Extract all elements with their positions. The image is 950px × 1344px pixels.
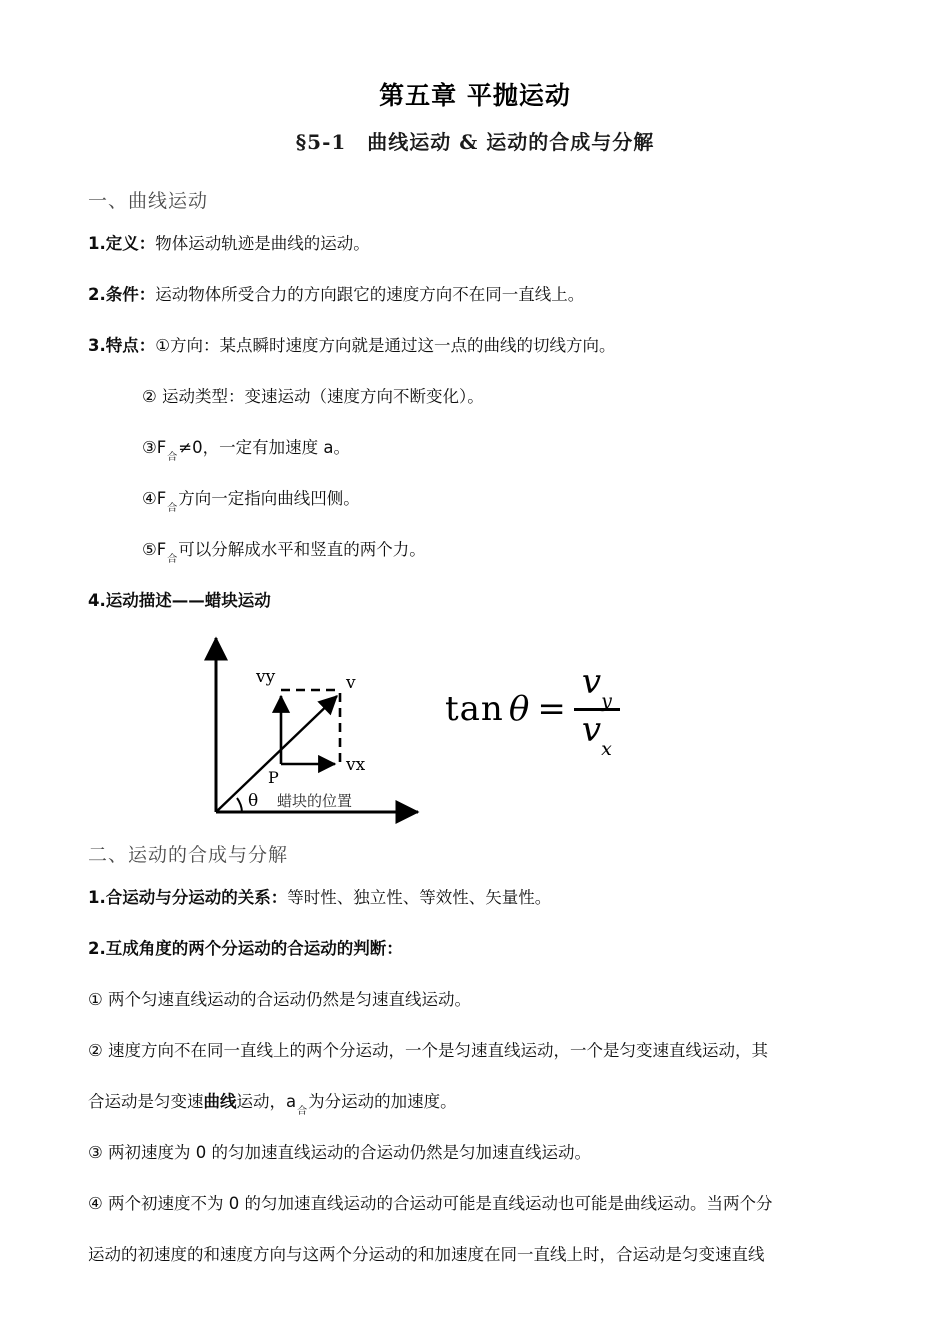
formula-denominator: $v_x$ [581, 709, 612, 760]
tangent-formula [445, 662, 620, 760]
subitem-prefix: ⑤F [142, 540, 167, 559]
paragraph-separator: ： [270, 888, 288, 907]
section-heading-1: 一、曲线运动 [88, 190, 209, 212]
label-vy: vy [256, 667, 276, 687]
page-subtitle: §5-1 曲线运动 & 运动的合成与分解 [295, 130, 655, 154]
list-item-bold-term: 曲线 [203, 1092, 237, 1111]
subitem-prefix: ③F [142, 438, 167, 457]
paragraph-text: 物体运动轨迹是曲线的运动。 [155, 234, 370, 253]
wax-block-motion-diagram [180, 620, 700, 835]
label-vx: vx [346, 755, 366, 775]
paragraph-text: 等时性、独立性、等效性、矢量性。 [287, 888, 552, 907]
list-item-mid: 运动，a [236, 1092, 297, 1111]
list-item-subscript: 合 [297, 1106, 308, 1118]
paragraph-text: ①方向：某点瞬时速度方向就是通过这一点的曲线的切线方向。 [155, 336, 616, 355]
paragraph-features [88, 336, 616, 356]
paragraph-text: 运动物体所受合力的方向跟它的速度方向不在同一直线上。 [155, 285, 585, 304]
formula-numerator: $v_y$ [581, 662, 612, 712]
paragraph-relation [88, 888, 551, 908]
paragraph-separator: ： [138, 234, 156, 253]
figure-heading: 4.运动描述——蜡块运动 [88, 591, 271, 610]
paragraph-condition [88, 285, 584, 305]
formula-fraction [574, 662, 620, 760]
subitem-force-nonzero [142, 438, 350, 464]
list-item-pre: 合运动是匀变速 [88, 1092, 204, 1111]
paragraph-label: 1.定义 [88, 234, 139, 253]
paragraph-separator: ： [138, 336, 156, 355]
subitem-subscript: 合 [167, 554, 178, 566]
label-v: v [346, 673, 356, 693]
subitem-subscript: 合 [167, 503, 178, 515]
subitem-subscript: 合 [167, 452, 178, 464]
diagram-svg [180, 620, 700, 835]
list-item-post: 为分运动的加速度。 [308, 1092, 457, 1111]
subitem-rest: 方向一定指向曲线凹侧。 [178, 489, 360, 508]
list-item-4-line-1: ④ 两个初速度不为 0 的匀加速直线运动的合运动可能是直线运动也可能是曲线运动。当两个分 [88, 1194, 773, 1213]
formula-theta: θ [508, 689, 530, 730]
label-caption: 蜡块的位置 [277, 792, 353, 810]
formula-denominator-subscript: x [601, 737, 612, 760]
page-title: 第五章 平抛运动 [379, 81, 571, 110]
subitem-motion-type: ② 运动类型：变速运动（速度方向不断变化）。 [142, 387, 484, 406]
formula-numerator-subscript: y [601, 689, 612, 712]
section-heading-2: 二、运动的合成与分解 [88, 844, 289, 866]
list-item-3: ③ 两初速度为 0 的匀加速直线运动的合运动仍然是匀加速直线运动。 [88, 1143, 592, 1162]
paragraph-label: 3.特点 [88, 336, 139, 355]
subitem-force-direction [142, 489, 360, 515]
label-p: P [268, 768, 279, 787]
angle-arc [237, 798, 242, 812]
formula-tan: tan [445, 689, 504, 730]
formula-equals: = [537, 689, 566, 730]
list-item-1: ① 两个匀速直线运动的合运动仍然是匀速直线运动。 [88, 990, 472, 1009]
paragraph-label: 2.条件 [88, 285, 139, 304]
paragraph-definition [88, 234, 370, 254]
paragraph-label: 1.合运动与分运动的关系 [88, 888, 271, 907]
subitem-prefix: ④F [142, 489, 167, 508]
list-item-2-line-1: ② 速度方向不在同一直线上的两个分运动，一个是匀速直线运动，一个是匀变速直线运动，其 [88, 1041, 769, 1060]
paragraph-separator: ： [138, 285, 156, 304]
list-item-4-line-2: 运动的初速度的和速度方向与这两个分运动的和加速度在同一直线上时，合运动是匀变速直线 [88, 1245, 765, 1264]
subitem-force-decomposition [142, 540, 426, 566]
subitem-rest: 可以分解成水平和竖直的两个力。 [178, 540, 426, 559]
label-theta: θ [248, 791, 259, 811]
paragraph-judgement-heading: 2.互成角度的两个分运动的合运动的判断： [88, 939, 403, 958]
list-item-2-line-2 [88, 1092, 457, 1118]
subitem-rest: ≠0，一定有加速度 a。 [178, 438, 350, 457]
